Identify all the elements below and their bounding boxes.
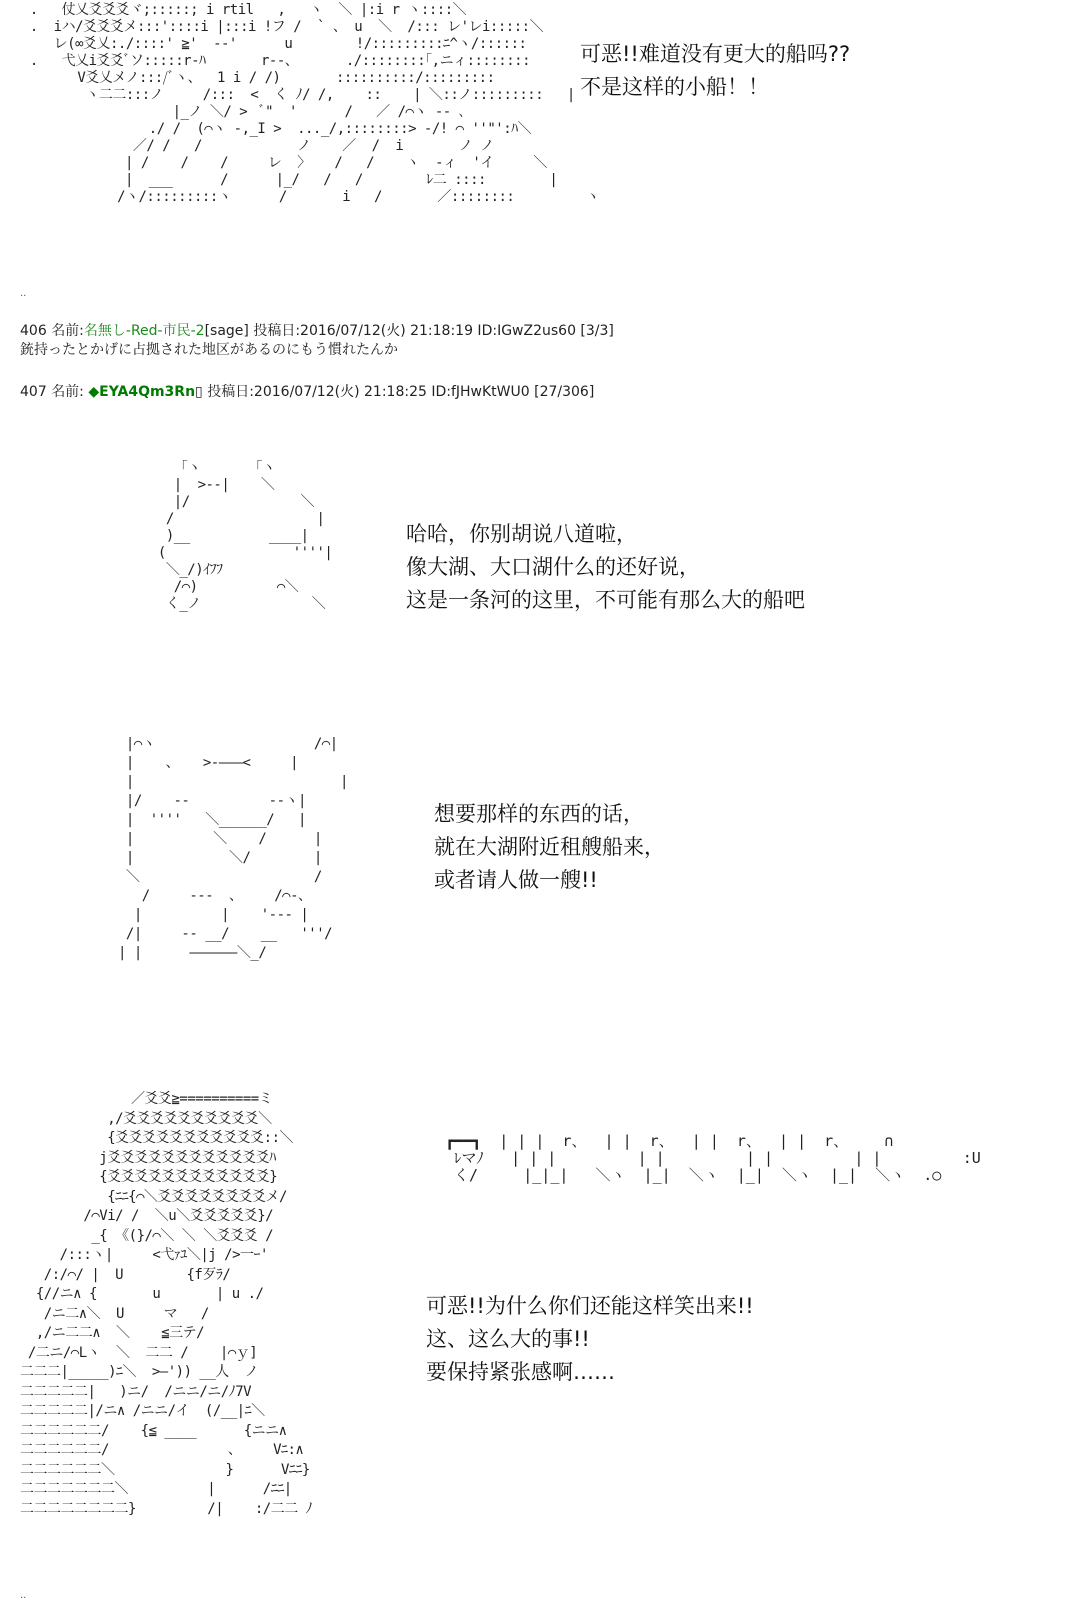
- post-number: 407: [20, 384, 47, 400]
- dialogue-line: 像大湖、大口湖什么的还好说，: [406, 555, 700, 579]
- post-header-407: [20, 383, 594, 401]
- ascii-art-cat-2: |⌒ヽ /⌒| | 、 >-―――< | | | |/ -- --ヽ| | '''' ＼______/ | | ＼ / | | ＼/ | ＼ / / --- 、 /⌒‐、 | | '--- | /| -- __/ __ '''/ | | ――――――＼_/: [118, 736, 348, 961]
- poster-trip[interactable]: ◆EYA4Qm3Rn: [88, 384, 196, 400]
- dialogue-line: 要保持紧张感啊……: [426, 1360, 615, 1384]
- post-header-406: [20, 322, 614, 340]
- sage-tag: [sage]: [204, 323, 249, 339]
- dialogue-line: 可恶!!为什么你们还能这样笑出来!!: [426, 1294, 754, 1318]
- separator-dots: ..: [20, 1590, 27, 1601]
- name-label: 名前:: [51, 384, 84, 400]
- sound-effect-laughter: ┏━━┓ | | | r、 | | r、 | | r、 | | r、 ∩ ﾚマﾉ | | | | | | | | | :U く/ |_|_| ＼ヽ |_| ＼ヽ |_| ＼ヽ |_| ＼ヽ .○: [445, 1132, 981, 1184]
- post-body-406: 銃持ったとかげに占拠された地区があるのにもう慣れたんか: [20, 342, 398, 358]
- ascii-art-cat-1: 「ヽ 「ヽ | >--| ＼ |/ ＼ / | )__ ____| ( ''''| ＼_/)ｲﾌﾌ /⌒) ⌒＼ く_ノ ＼: [157, 460, 333, 612]
- ascii-art-top: . 仗乂爻爻爻ヾ;:::::; i rtil , ヽ ＼ |:i r ヽ::::＼ . iハ/爻爻爻メ:::'::::i |:::i !フ / ` 、 u ＼ /::: レ'レi:::::＼ レ(∞爻乂:./::::' ≧' --' u !/:::::::::ﾆ^ヽ/:::::: . 弋乂i爻爻ﾞソ:::::r-ﾊ r--、 ./::::::::｢,ニィ:::::::: V爻乂メノ:::/ﾞヽ、 1 i / /) ::::::::::/::::::::: ヽ二二:::ノ /::: < く ﾉ/ /, :: | ＼::ノ::::::::: | |_ノ ＼/ > ﾞ" ' / ／ /⌒ヽ -- ､ ./ / (⌒ヽ -,_I > ..._/,::::::::> -/! ⌒ ''"':ﾊ＼ ／/ / / ノ ／ / i ノ ノ | / / / レ 〉 / / ヽ -ィ 'イ ＼ | ___ / |_/ / / ﾚ二 :::: | /ヽ/:::::::::ヽ / i / ／:::::::: ヽ: [29, 2, 600, 205]
- dialogue-line: 这是一条河的这里，不可能有那么大的船吧: [406, 588, 805, 612]
- mail-icon[interactable]: ▯: [195, 384, 203, 400]
- dialogue-block-1: [580, 38, 850, 104]
- separator-dots: ..: [20, 288, 27, 299]
- dialogue-line: 这、这么大的事!!: [426, 1327, 590, 1351]
- dialogue-line: 哈哈，你别胡说八道啦，: [406, 522, 637, 546]
- dialogue-line: 想要那样的东西的话，: [434, 802, 644, 826]
- post-info: 投稿日:2016/07/12(火) 21:18:19 ID:IGwZ2us60 [3/3]: [253, 323, 614, 339]
- dialogue-line: 可恶!!难道没有更大的船吗??: [580, 42, 851, 66]
- ascii-art-cat-3: ／爻爻≧==========ミ ,/爻爻爻爻爻爻爻爻爻爻＼ {爻爻爻爻爻爻爻爻爻爻爻::＼ j爻爻爻爻爻爻爻爻爻爻爻爻ﾊ {爻爻爻爻爻爻爻爻爻爻爻爻} {ﾆﾆ{⌒＼爻爻爻爻爻爻爻爻メ/ /⌒Vi/ / ＼u＼爻爻爻爻爻}/ _{ 《(}/⌒＼ ＼ ＼爻爻爻 / /:::ヽ| <弋ｧﾕ＼|j />一ｰ' /:/⌒/ | U {f歹ﾗ/ {//ニ∧ { u | u ./ /ニ二∧＼ U マ / ,/ニ二二∧ ＼ ≦三テ/ /二ニ/⌒Lヽ ＼ 二二 / |⌒ｙ] 二二二|_____)ﾆ＼ >―')) __人 ノ 二二二二二| )ニ/ /ニニ/ニ/ﾉ7V 二二二二二|/ニ∧ /ニニ/イ (/__|ﾆ＼ 二二二二二二/ {≦ ____ {ニニ∧ 二二二二二二/ 、 Vﾆ:∧ 二二二二二二＼ } Vﾆﾆ} 二二二二二二二＼ | /ﾆﾆ| 二二二二二二二二} /| :/二二 ﾉ: [20, 1091, 313, 1517]
- post-info: 投稿日:2016/07/12(火) 21:18:25 ID:fJHwKtWU0 [27/306]: [207, 384, 595, 400]
- dialogue-block-3: [434, 798, 665, 897]
- dialogue-line: 就在大湖附近租艘船来，: [434, 835, 665, 859]
- dialogue-line: 或者请人做一艘!!: [434, 868, 598, 892]
- name-label: 名前:: [51, 323, 84, 339]
- dialogue-block-4: [426, 1290, 754, 1389]
- dialogue-block-2: [406, 518, 805, 617]
- dialogue-line: 不是这样的小船！！: [580, 75, 769, 99]
- post-number: 406: [20, 323, 47, 339]
- poster-name[interactable]: 名無し-Red-市民-2: [83, 323, 205, 339]
